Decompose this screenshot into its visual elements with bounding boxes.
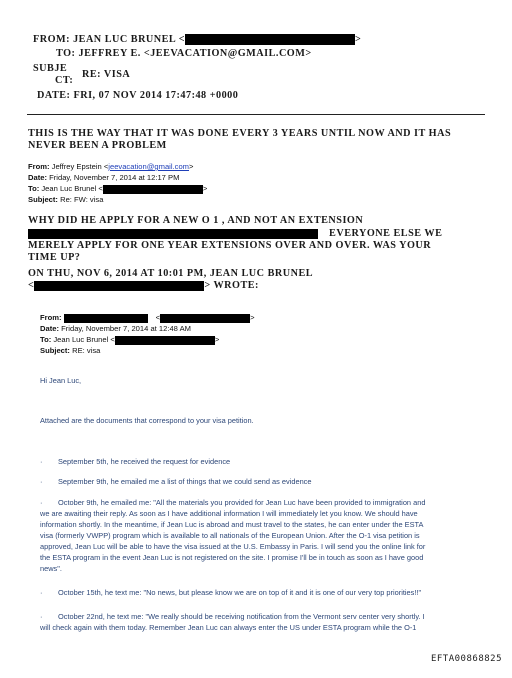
header-from-suffix: >	[355, 34, 362, 45]
bullet-text-line: news".	[40, 564, 62, 573]
bullet-glyph: ·	[40, 457, 43, 466]
epstein-message-line-3: MERELY APPLY FOR ONE YEAR EXTENSIONS OVER AND OVER. WAS YOUR	[28, 240, 432, 251]
bullet-text-line: October 9th, he emailed me: "All the materials you provided for Jean Luc have been provided to immigration and	[58, 498, 426, 507]
fwd1-date-row	[28, 173, 179, 183]
fwd1-to-label: To:	[28, 184, 40, 193]
bullet-text-line: will check again with them today. Remember Jean Luc can always enter the US under ESTA program while the O-1	[40, 623, 417, 632]
fwd1-subject-row	[28, 195, 103, 205]
fwd2-subject-row	[40, 346, 100, 356]
bullet-text: September 9th, he emailed me a list of things that we could send as evidence	[58, 477, 312, 486]
fwd2-date-row	[40, 324, 191, 334]
header-subject-label-1: SUBJE	[33, 63, 68, 74]
fwd1-to-close: >	[202, 184, 208, 193]
redaction-block	[28, 229, 318, 239]
redaction-block	[34, 281, 204, 291]
bullet-text-line: October 22nd, he text me: "We really should be receiving notification from the Vermont serv center very shortly. I	[58, 612, 425, 621]
body-attached-line: Attached are the documents that correspond to your visa petition.	[40, 416, 254, 425]
fwd2-from-row	[40, 313, 255, 323]
header-to-row	[56, 48, 312, 60]
fwd2-from-close: >	[250, 313, 255, 322]
redaction-block	[103, 185, 203, 194]
quote-intro-line-2	[28, 280, 259, 292]
fwd1-subject-label: Subject:	[28, 195, 58, 204]
header-from-label: FROM:	[33, 34, 71, 45]
header-from-name: JEAN LUC BRUNEL <	[73, 34, 186, 45]
bullet-glyph: ·	[40, 477, 43, 486]
fwd2-subject-value: RE: visa	[72, 346, 101, 355]
fwd1-date-value: Friday, November 7, 2014 at 12:17 PM	[49, 173, 180, 182]
epstein-message-line-1: WHY DID HE APPLY FOR A NEW O 1 , AND NOT AN EXTENSION	[28, 215, 364, 226]
epstein-message-line-4: TIME UP?	[28, 252, 81, 263]
header-date-row	[37, 90, 238, 102]
fwd1-to-row	[28, 184, 207, 194]
header-date-label: DATE:	[37, 90, 71, 101]
bullet-glyph: ·	[40, 588, 43, 597]
fwd1-to-value: Jean Luc Brunel <	[41, 184, 103, 193]
fwd2-from-label: From:	[40, 313, 62, 322]
quote-intro-line-1: ON THU, NOV 6, 2014 AT 10:01 PM, JEAN LUC BRUNEL	[28, 268, 314, 279]
top-message-line-2: NEVER BEEN A PROBLEM	[28, 140, 167, 151]
header-subject-value: RE: VISA	[82, 69, 131, 80]
bullet-glyph: ·	[40, 498, 43, 507]
fwd1-from-close: >	[189, 162, 194, 171]
redaction-block	[115, 336, 215, 345]
fwd1-from-label: From:	[28, 162, 50, 171]
fwd1-from-row	[28, 162, 193, 172]
header-from-row	[33, 34, 361, 46]
fwd2-from-open: <	[155, 313, 161, 322]
fwd2-date-value: Friday, November 7, 2014 at 12:48 AM	[61, 324, 191, 333]
epstein-message-line-2	[28, 228, 442, 240]
header-date-value: FRI, 07 NOV 2014 17:47:48 +0000	[73, 90, 239, 101]
quote-intro-open: <	[28, 280, 35, 291]
document-id: EFTA00868825	[430, 654, 502, 664]
fwd2-subject-label: Subject:	[40, 346, 70, 355]
header-subject-label-2: CT:	[55, 75, 74, 86]
header-divider	[27, 114, 485, 115]
bullet-text-line: approved, Jean Luc will be able to have the visa issued at the U.S. Embassy in Paris. I will send you the online link for	[40, 542, 426, 551]
quote-intro-end: > WROTE:	[204, 280, 259, 291]
fwd2-to-row	[40, 335, 219, 345]
fwd2-to-value: Jean Luc Brunel <	[53, 335, 115, 344]
top-message-line-1: THIS IS THE WAY THAT IT WAS DONE EVERY 3 YEARS UNTIL NOW AND IT HAS	[28, 128, 452, 139]
fwd1-from-value: Jeffrey Epstein <	[51, 162, 109, 171]
fwd2-to-close: >	[214, 335, 220, 344]
bullet-text: October 15th, he text me: "No news, but please know we are on top of it and it is one of our very top priorities!!"	[58, 588, 422, 597]
fwd1-subject-value: Re: FW: visa	[60, 195, 104, 204]
bullet-text-line: information shortly. In the meantime, if Jean Luc is abroad and must travel to the states, he can enter under the ESTA	[40, 520, 424, 529]
bullet-text-line: the ESTA program in the event Jean Luc is not registered on the site. I promise I'll be in touch as soon as I have good	[40, 553, 424, 562]
fwd1-date-label: Date:	[28, 173, 47, 182]
body-greeting: Hi Jean Luc,	[40, 376, 82, 385]
epstein-message-line-2-end: EVERYONE ELSE WE	[329, 228, 443, 239]
fwd2-date-label: Date:	[40, 324, 59, 333]
header-to-value: JEFFREY E. <JEEVACATION@GMAIL.COM>	[78, 48, 312, 59]
bullet-text: September 5th, he received the request for evidence	[58, 457, 231, 466]
bullet-text-line: visa (formerly VWPP) program which is available to all nationals of the European Union. After the O-1 visa petition is	[40, 531, 420, 540]
bullet-glyph: ·	[40, 612, 43, 621]
redaction-block	[64, 314, 148, 323]
fwd1-from-email-link[interactable]: jeevacation@gmail.com	[108, 162, 190, 171]
redaction-block	[160, 314, 250, 323]
header-to-label: TO:	[56, 48, 76, 59]
redaction-block	[185, 34, 355, 45]
bullet-text-line: we are awaiting their reply. As soon as I have additional information I will immediately let you know. We should have	[40, 509, 418, 518]
fwd2-to-label: To:	[40, 335, 52, 344]
